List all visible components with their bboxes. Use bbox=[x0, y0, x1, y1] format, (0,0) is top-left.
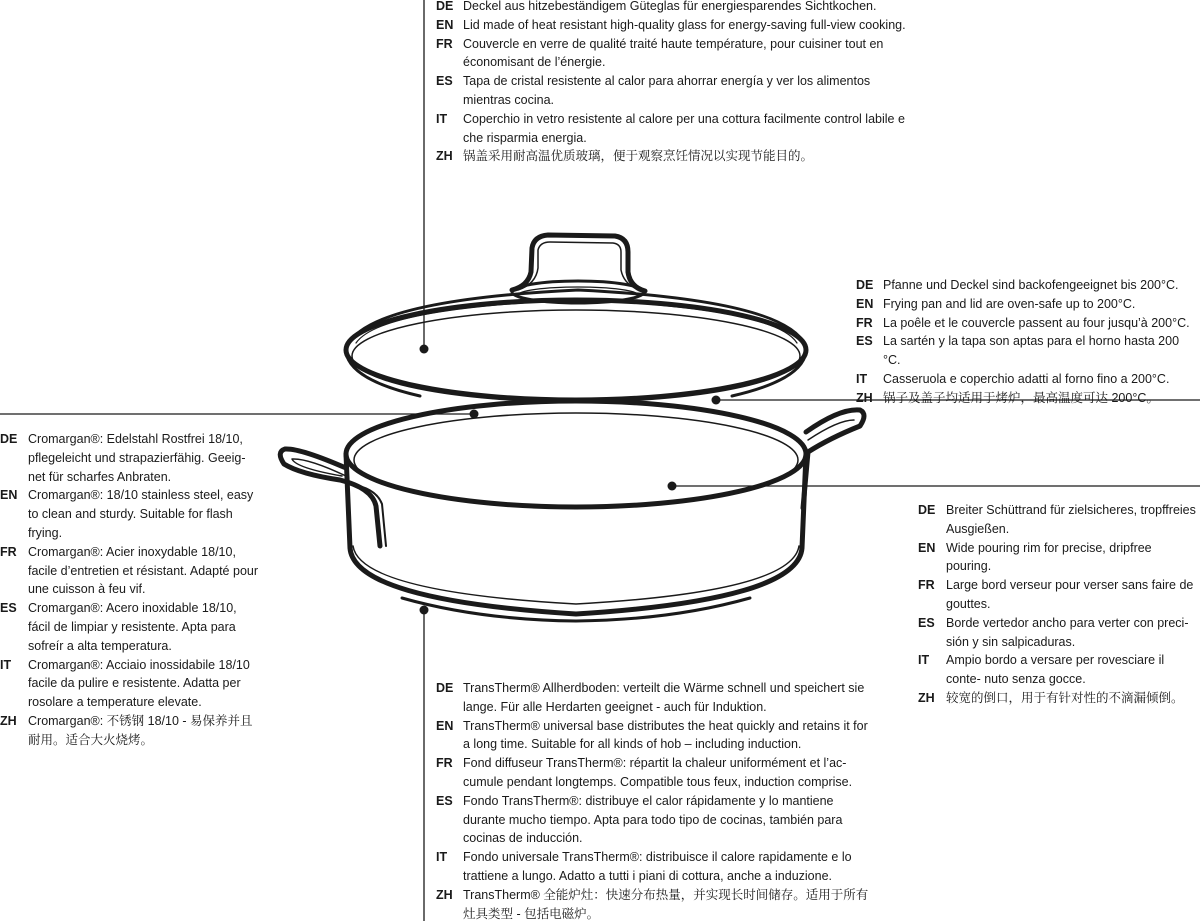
oven-text-fr: La poêle et le couvercle passent au four jusqu’à 200°C. bbox=[883, 315, 1190, 330]
marker-rim bbox=[668, 482, 677, 491]
lid-text-zh: 锅盖采用耐高温优质玻璃，便于观察烹饪情况以实现节能目的。 bbox=[463, 149, 814, 164]
lang-code: EN bbox=[918, 540, 936, 555]
oven-text-it: Casseruola e coperchio adatti al forno fino a 200°C. bbox=[883, 371, 1170, 386]
right-handle bbox=[803, 410, 864, 508]
material-text-fr: Cromargan®: Acier inoxydable 18/10, facile d’entretien et résistant. Adapté pour une cuisson à feu vif. bbox=[28, 544, 259, 597]
base-text-zh: TransTherm® 全能炉灶：快速分布热量，并实现长时间储存。适用于所有灶具类型 - 包括电磁炉。 bbox=[463, 887, 869, 921]
marker-base bbox=[420, 606, 429, 615]
oven-row-es bbox=[856, 332, 1196, 370]
lang-code: DE bbox=[856, 278, 874, 292]
lang-code: ZH bbox=[856, 390, 873, 405]
pan-wall bbox=[346, 454, 806, 614]
lang-code: ZH bbox=[436, 887, 453, 902]
lang-code: FR bbox=[436, 756, 453, 771]
lang-code: DE bbox=[436, 681, 454, 695]
lid-rim bbox=[346, 300, 806, 400]
lang-code: ZH bbox=[918, 690, 935, 705]
rim-text-de: Breiter Schüttrand für zielsicheres, tropffreies Ausgießen. bbox=[946, 503, 1196, 536]
lang-code: ES bbox=[0, 601, 17, 616]
oven-row-fr bbox=[856, 314, 1196, 333]
lang-code: EN bbox=[0, 488, 18, 503]
lang-code: FR bbox=[918, 578, 935, 593]
oven-text-zh: 锅子及盖子均适用于烤炉，最高温度可达 200°C。 bbox=[883, 390, 1159, 405]
lid-row-es bbox=[436, 72, 906, 110]
rim-text-fr: Large bord verseur pour verser sans faire de gouttes. bbox=[946, 578, 1194, 611]
base-row-it bbox=[436, 848, 872, 886]
lid-text-en: Lid made of heat resistant high-quality glass for energy-saving full-view cooking. bbox=[463, 17, 906, 32]
lang-code: DE bbox=[436, 0, 454, 13]
lang-code: ZH bbox=[0, 713, 17, 728]
material-row-en bbox=[0, 486, 262, 542]
lang-code: IT bbox=[856, 371, 868, 386]
base-text-es: Fondo TransTherm®: distribuye el calor rápidamente y lo mantiene durante mucho tiempo. Apta para todo tipo de cocinas, también para cocinas de inducción. bbox=[463, 793, 843, 846]
lid-row-it bbox=[436, 110, 906, 148]
lid-handle bbox=[512, 235, 645, 291]
lang-code: IT bbox=[436, 850, 448, 865]
base-text-it: Fondo universale TransTherm®: distribuisce il calore rapidamente e lo trattiene a lungo. Adatto a tutti i piani di cottura, anche a induzione. bbox=[463, 850, 852, 883]
rim-text-zh: 较宽的倒口，用于有针对性的不滴漏倾倒。 bbox=[946, 690, 1184, 705]
oven-row-de bbox=[856, 276, 1196, 295]
left-handle bbox=[280, 449, 386, 546]
lid-row-fr bbox=[436, 35, 906, 73]
lid-row-en bbox=[436, 16, 906, 35]
material-row-it bbox=[0, 656, 262, 712]
oven-row-it bbox=[856, 370, 1196, 389]
material-row-es bbox=[0, 599, 262, 655]
rim-row-zh bbox=[918, 689, 1200, 708]
base-text-de: TransTherm® Allherdboden: verteilt die Wärme schnell und speichert sie lange. Für alle Herdarten geeignet - auch für Induktion. bbox=[463, 681, 865, 714]
lid-text-fr: Couvercle en verre de qualité traité haute température, pour cuisiner tout en économisant de l’énergie. bbox=[463, 36, 884, 70]
oven-text-es: La sartén y la tapa son aptas para el horno hasta 200 °C. bbox=[883, 334, 1180, 368]
oven-annotation bbox=[856, 276, 1196, 408]
marker-oven bbox=[712, 396, 721, 405]
base-text-fr: Fond diffuseur TransTherm®: répartit la chaleur uniformément et l’ac- cumule pendant longtemps. Compatible tous feux, induction comprise. bbox=[463, 756, 853, 789]
lid-text-es: Tapa de cristal resistente al calor para ahorrar energía y ver los alimentos mientras cocina. bbox=[463, 74, 871, 107]
lang-code: ES bbox=[436, 793, 453, 808]
lang-code: IT bbox=[436, 111, 448, 126]
lang-code: DE bbox=[918, 503, 936, 517]
oven-text-de: Pfanne und Deckel sind backofengeeignet bis 200°C. bbox=[883, 278, 1179, 292]
marker-material bbox=[470, 410, 479, 419]
material-text-es: Cromargan®: Acero inoxidable 18/10, fácil de limpiar y resistente. Apta para sofreír a alta temperatura. bbox=[28, 601, 237, 653]
material-text-de: Cromargan®: Edelstahl Rostfrei 18/10, pflegeleicht und strapazierfähig. Geeig- net für scharfes Anbraten. bbox=[28, 432, 246, 484]
base-row-fr bbox=[436, 754, 872, 792]
base-row-zh bbox=[436, 886, 872, 923]
lang-code: FR bbox=[436, 36, 453, 51]
material-text-zh: Cromargan®: 不锈钢 18/10 - 易保养并且耐用。适合大火烧烤。 bbox=[28, 713, 253, 747]
rim-row-es bbox=[918, 614, 1200, 652]
lang-code: EN bbox=[436, 17, 454, 32]
rim-text-en: Wide pouring rim for precise, dripfree pouring. bbox=[946, 540, 1152, 574]
material-annotation bbox=[0, 430, 262, 750]
material-text-it: Cromargan®: Acciaio inossidabile 18/10 facile da pulire e resistente. Adatta per rosolare a temperature elevate. bbox=[28, 657, 250, 710]
lang-code: FR bbox=[856, 315, 873, 330]
material-row-fr bbox=[0, 543, 262, 599]
rim-row-en bbox=[918, 539, 1200, 577]
marker-lid bbox=[420, 345, 429, 354]
rim-row-de bbox=[918, 501, 1200, 539]
lang-code: IT bbox=[0, 657, 12, 672]
oven-row-en bbox=[856, 295, 1196, 314]
base-row-es bbox=[436, 792, 872, 848]
base-row-en bbox=[436, 717, 872, 755]
lang-code: ES bbox=[918, 615, 935, 630]
rim-text-es: Borde vertedor ancho para verter con preci- sión y sin salpicaduras. bbox=[946, 615, 1189, 649]
material-row-zh bbox=[0, 712, 262, 750]
rim-row-it bbox=[918, 651, 1200, 689]
oven-row-zh bbox=[856, 389, 1196, 408]
oven-text-en: Frying pan and lid are oven-safe up to 200°C. bbox=[883, 296, 1136, 311]
lang-code: EN bbox=[436, 718, 454, 733]
base-text-en: TransTherm® universal base distributes the heat quickly and retains it for a long time. Suitable for all kinds of hob – including induction. bbox=[463, 718, 868, 752]
rim-text-it: Ampio bordo a versare per rovesciare il conte- nuto senza gocce. bbox=[946, 653, 1165, 687]
lang-code: FR bbox=[0, 544, 17, 559]
lang-code: IT bbox=[918, 653, 930, 668]
lang-code: ZH bbox=[436, 149, 453, 164]
lid-row-zh bbox=[436, 147, 906, 166]
pan-rim bbox=[346, 401, 806, 507]
lid-row-de bbox=[436, 0, 906, 16]
lid-annotation bbox=[436, 0, 906, 166]
base-row-de bbox=[436, 679, 872, 717]
lang-code: EN bbox=[856, 296, 874, 311]
lid-text-it: Coperchio in vetro resistente al calore per una cottura facilmente control labile e che risparmia energia. bbox=[463, 111, 905, 145]
rim-annotation bbox=[918, 501, 1200, 708]
lang-code: ES bbox=[856, 334, 873, 349]
rim-row-fr bbox=[918, 576, 1200, 614]
material-row-de bbox=[0, 430, 262, 486]
base-annotation bbox=[436, 679, 872, 923]
lang-code: DE bbox=[0, 432, 18, 446]
lang-code: ES bbox=[436, 74, 453, 89]
material-text-en: Cromargan®: 18/10 stainless steel, easy to clean and sturdy. Suitable for flash frying. bbox=[28, 488, 254, 540]
lid-text-de: Deckel aus hitzebeständigem Güteglas für energiesparendes Sichtkochen. bbox=[463, 0, 877, 13]
